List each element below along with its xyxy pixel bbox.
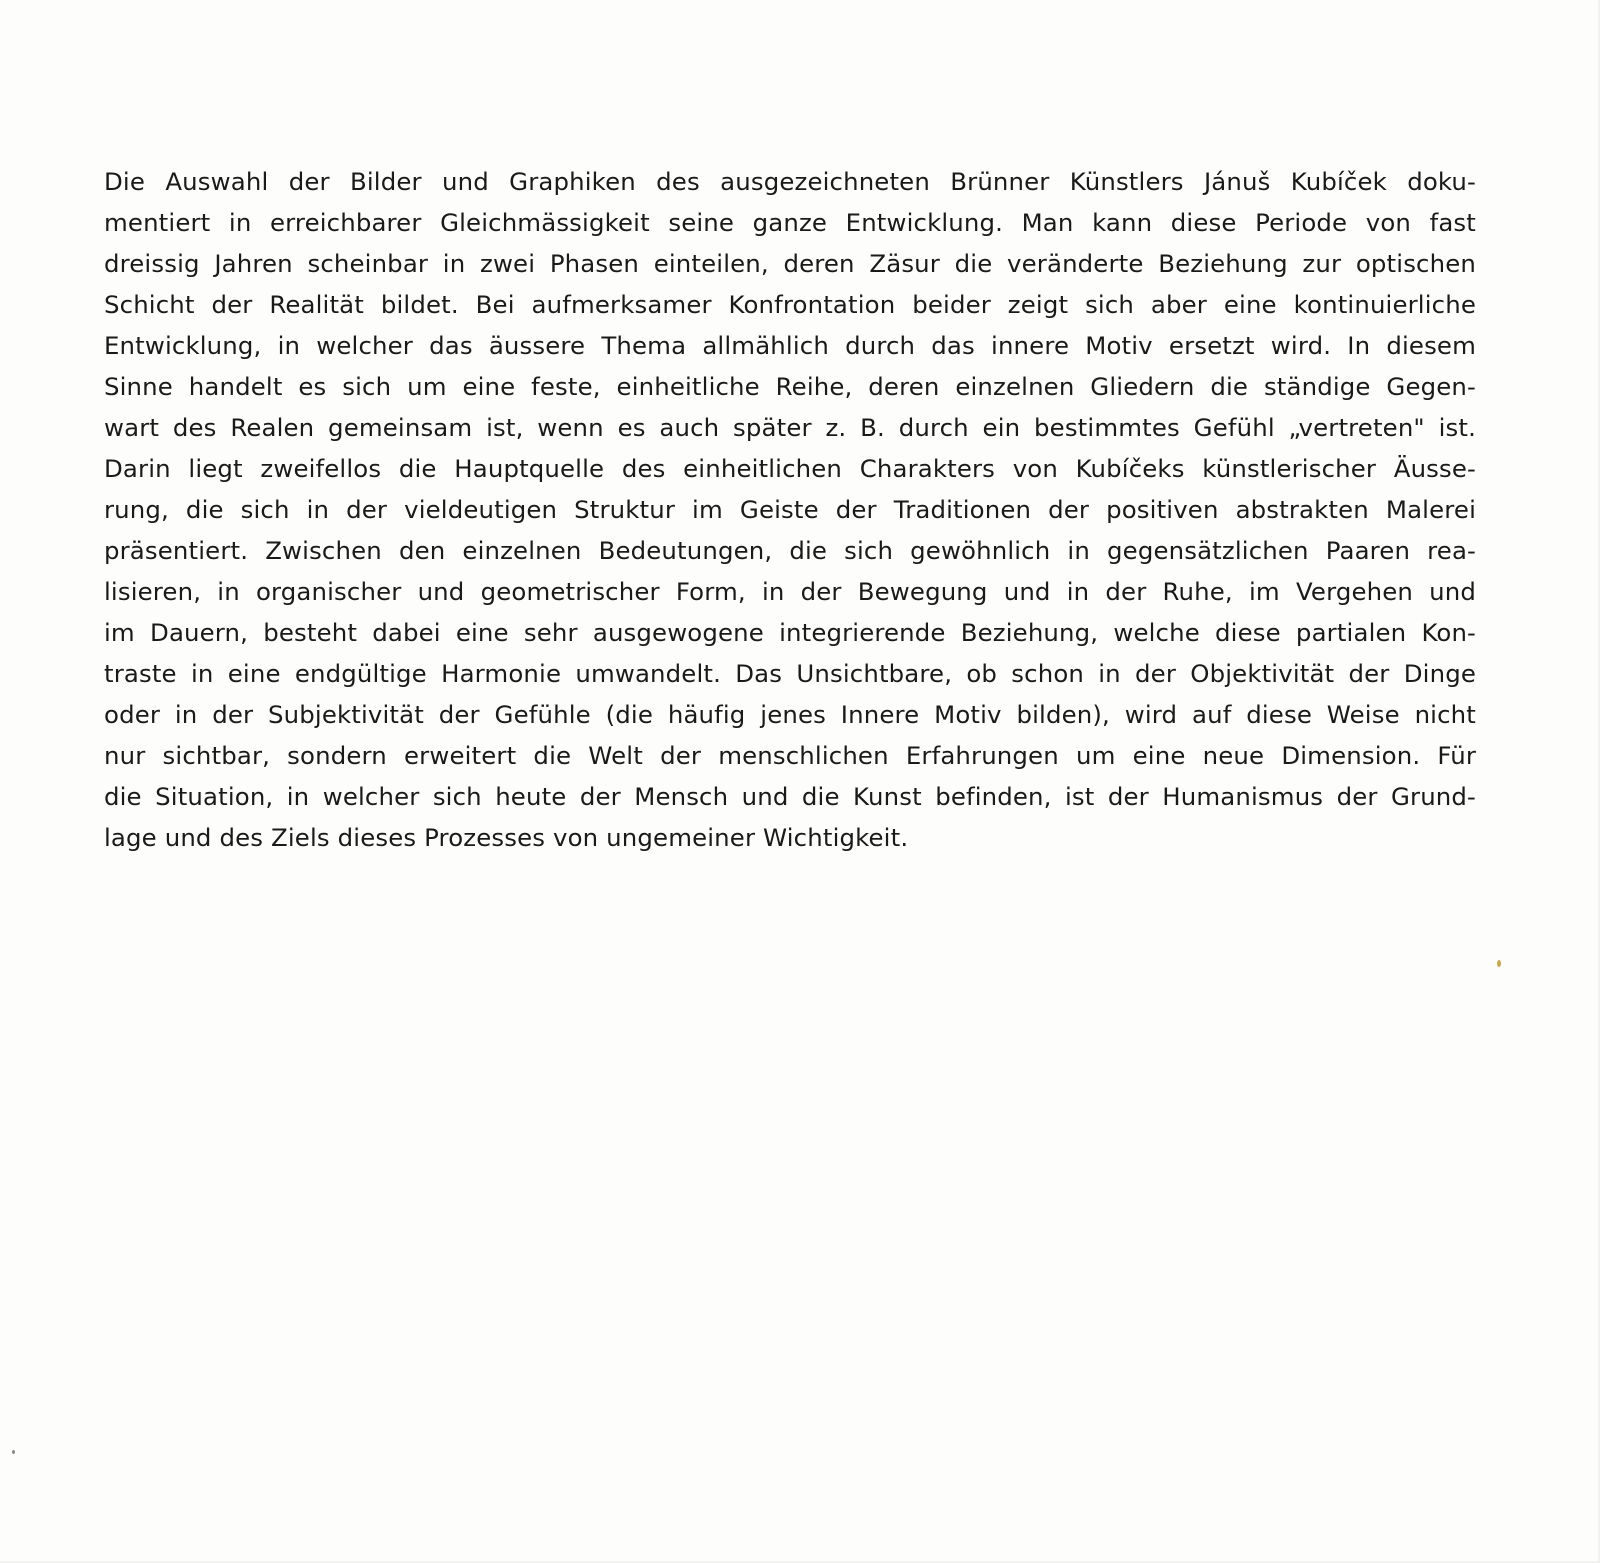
text-line: Entwicklung, in welcher das äussere Thema allmählich durch das innere Motiv ersetzt wird. In diesem <box>104 331 1476 360</box>
text-line: rung, die sich in der vieldeutigen Struktur im Geiste der Traditionen der positiven abstrakten Malerei <box>104 495 1476 524</box>
paper-speck <box>1497 960 1501 967</box>
text-line: Schicht der Realität bildet. Bei aufmerksamer Konfrontation beider zeigt sich aber eine kontinuierliche <box>104 290 1476 319</box>
text-line: im Dauern, besteht dabei eine sehr ausgewogene integrierende Beziehung, welche diese partialen Kon- <box>104 618 1476 647</box>
text-line: dreissig Jahren scheinbar in zwei Phasen einteilen, deren Zäsur die veränderte Beziehung zur optischen <box>104 249 1476 278</box>
text-line: nur sichtbar, sondern erweitert die Welt der menschlichen Erfahrungen um eine neue Dimension. Für <box>104 741 1476 770</box>
text-line: Darin liegt zweifellos die Hauptquelle des einheitlichen Charakters von Kubíčeks künstlerischer Äusse- <box>104 454 1476 483</box>
text-line: präsentiert. Zwischen den einzelnen Bedeutungen, die sich gewöhnlich in gegensätzlichen Paaren rea- <box>104 536 1476 565</box>
body-paragraph <box>104 161 1476 858</box>
text-line: Die Auswahl der Bilder und Graphiken des ausgezeichneten Brünner Künstlers Jánuš Kubíček doku- <box>104 167 1476 196</box>
text-line: wart des Realen gemeinsam ist, wenn es auch später z. B. durch ein bestimmtes Gefühl „vertreten" ist. <box>104 413 1476 442</box>
text-line: Sinne handelt es sich um eine feste, einheitliche Reihe, deren einzelnen Gliedern die ständige Gegen- <box>104 372 1476 401</box>
text-line-last: lage und des Ziels dieses Prozesses von ungemeiner Wichtigkeit. <box>104 823 909 852</box>
text-line: mentiert in erreichbarer Gleichmässigkeit seine ganze Entwicklung. Man kann diese Periode von fast <box>104 208 1476 237</box>
text-line: die Situation, in welcher sich heute der Mensch und die Kunst befinden, ist der Humanismus der Grund- <box>104 782 1476 811</box>
text-line: lisieren, in organischer und geometrischer Form, in der Bewegung und in der Ruhe, im Vergehen und <box>104 577 1476 606</box>
text-line: oder in der Subjektivität der Gefühle (die häufig jenes Innere Motiv bilden), wird auf diese Weise nicht <box>104 700 1476 729</box>
paper-speck <box>12 1450 15 1454</box>
text-line: traste in eine endgültige Harmonie umwandelt. Das Unsichtbare, ob schon in der Objektivität der Dinge <box>104 659 1476 688</box>
